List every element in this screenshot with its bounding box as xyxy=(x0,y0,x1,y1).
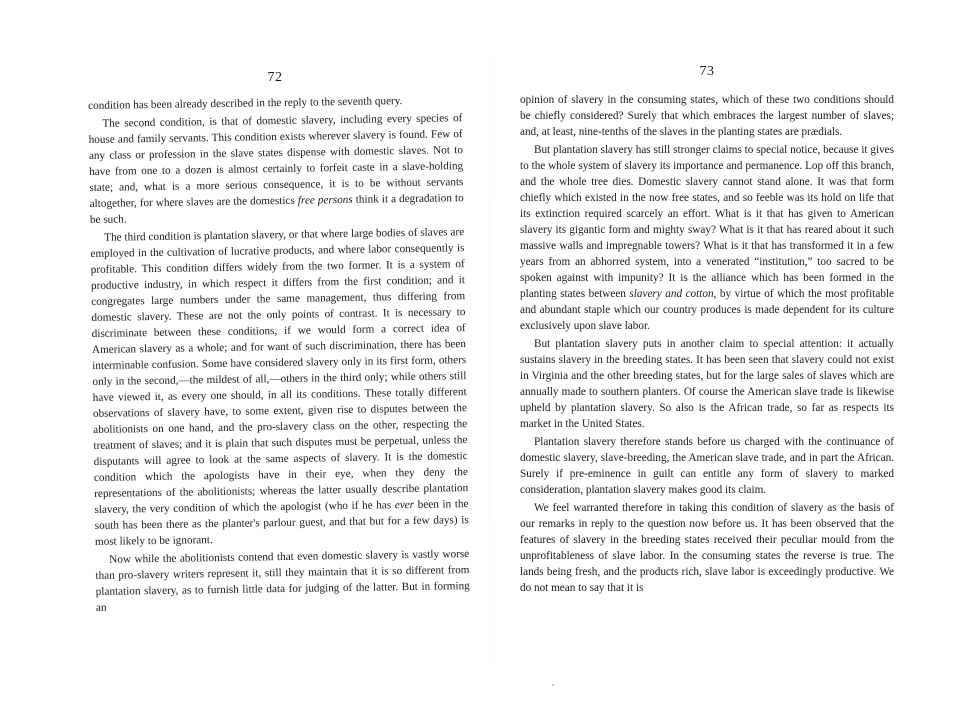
text-run: The second condition, is that of domestic slavery, including every species of house and family servants. This condition exists wherever slavery is found. Few of any class or profession in the slave states dispense with domestic slaves. Not to have from one to a dozen is almost certainly to forfeit caste in a slave-holding state; and, what is a more serious consequence, it is to be without servants altogether, for where slaves are the domestics xyxy=(88,112,464,210)
book-gutter xyxy=(489,0,490,720)
page-number: 72 xyxy=(267,70,283,85)
emphasis: slavery and cotton, xyxy=(629,288,717,300)
emphasis: ever xyxy=(394,498,415,512)
paragraph xyxy=(520,142,894,334)
paragraph: opinion of slavery in the consuming states, which of these two conditions should be chiefly considered? Surely that which embraces the largest number of slaves; and, at least, nine-tenths of the slaves in the planting states are prædials. xyxy=(520,94,894,138)
text-run: by virtue of which the most profitable and abundant staple which our country produces is made dependent for its culture exclusively upon slave labor. xyxy=(520,288,895,332)
page-body xyxy=(88,92,470,616)
page-body xyxy=(520,92,894,596)
paragraph xyxy=(88,110,464,228)
paragraph: Now while the abolitionists contend that even domestic slavery is vastly worse than pro-slavery writers represent it, still they maintain that it is so different from plantation slavery, as to furnish little data for judging of the latter. But in forming an xyxy=(95,548,470,614)
paragraph: Plantation slavery therefore stands before us charged with the continuance of domestic slavery, slave-breeding, the American slave trade, and in part the African. Surely if pre-eminence in guilt can entitle any form of slavery to marked consideration, plantation slavery makes good its claim. xyxy=(520,436,894,496)
text-run: been in the south has been there as the planter's parlour guest, and that but for a few days) is most likely to be ignorant. xyxy=(94,498,469,548)
text-run: But plantation slavery has still stronger claims to special notice, because it gives to the whole system of slavery its importance and permanence. Lop off this branch, and the whole tree dies. Domestic slavery cannot stand alone. It was that form chiefly which existed in the now free states, and so feeble was its hold on life that its extinction required scarcely an effort. What is it that has given to American slavery its gigantic form and mighty sway? What is it that has reared about it such massive walls and impregnable towers? What is it that has transformed it in a few years from an abhorred system, into a venerated “institution,” too sacred to be spoken against with impunity? It is the alliance which has been formed in the planting states between xyxy=(520,144,894,300)
page-speck xyxy=(552,684,554,686)
paragraph: condition has been already described in the reply to the seventh query. xyxy=(88,95,403,112)
left-page xyxy=(88,0,470,720)
paragraph: We feel warranted therefore in taking this condition of slavery as the basis of our remarks in reply to the question now before us. It has been observed that the features of slavery in the breeding states received their peculiar mould from the unprofitableness of slave labor. In the consuming states the reverse is true. The lands being fresh, and the products rich, slave labor is exceedingly productive. We do not mean to say that it is xyxy=(520,502,894,594)
text-run: The third condition is plantation slavery, or that where large bodies of slaves are employed in the cultivation of lucrative products, and where labor consequently is profitable. This condition differs widely from the two former. It is a system of productive industry, in which respect it differs from the first condition; and it congregates large numbers under the same management, thus differing from domestic slavery. These are not the only points of contrast. It is necessary to discriminate between these conditions, if we would form a correct idea of American slavery as a whole; and for want of such discrimination, there has been interminable confusion. Some have considered slavery only in its first form, others only in the second,—the mildest of all,—others in the third only; while others still have viewed it, as every one should, in all its conditions. These totally different observations of slavery have, to some extent, given rise to disputes between the abolitionists on one hand, and the pro-slavery class on the other, respecting the treatment of slaves; and it is plain that such disputes must be perpetual, unless the disputants will agree to look at the same aspects of slavery. It is the domestic condition which the apologists have in their eye, when they deny the representations of the abolitionists; whereas the latter usually describe plantation slavery, the very condition of which the apologist (who if he has xyxy=(90,226,469,516)
page-number: 73 xyxy=(699,64,715,79)
right-page xyxy=(520,0,894,720)
text-run: think it a degradation to be such. xyxy=(89,192,464,226)
paragraph: But plantation slavery puts in another claim to special attention: it actually sustains slavery in the breeding states. It has been seen that slavery could not exist in Virginia and the other breeding states, but for the large sales of slaves which are annually made to southern planters. Of course the American slave trade is likewise upheld by plantation slavery. So also is the African trade, so far as respects its market in the United States. xyxy=(520,338,894,430)
emphasis: free persons xyxy=(297,193,353,207)
paragraph xyxy=(90,224,469,550)
